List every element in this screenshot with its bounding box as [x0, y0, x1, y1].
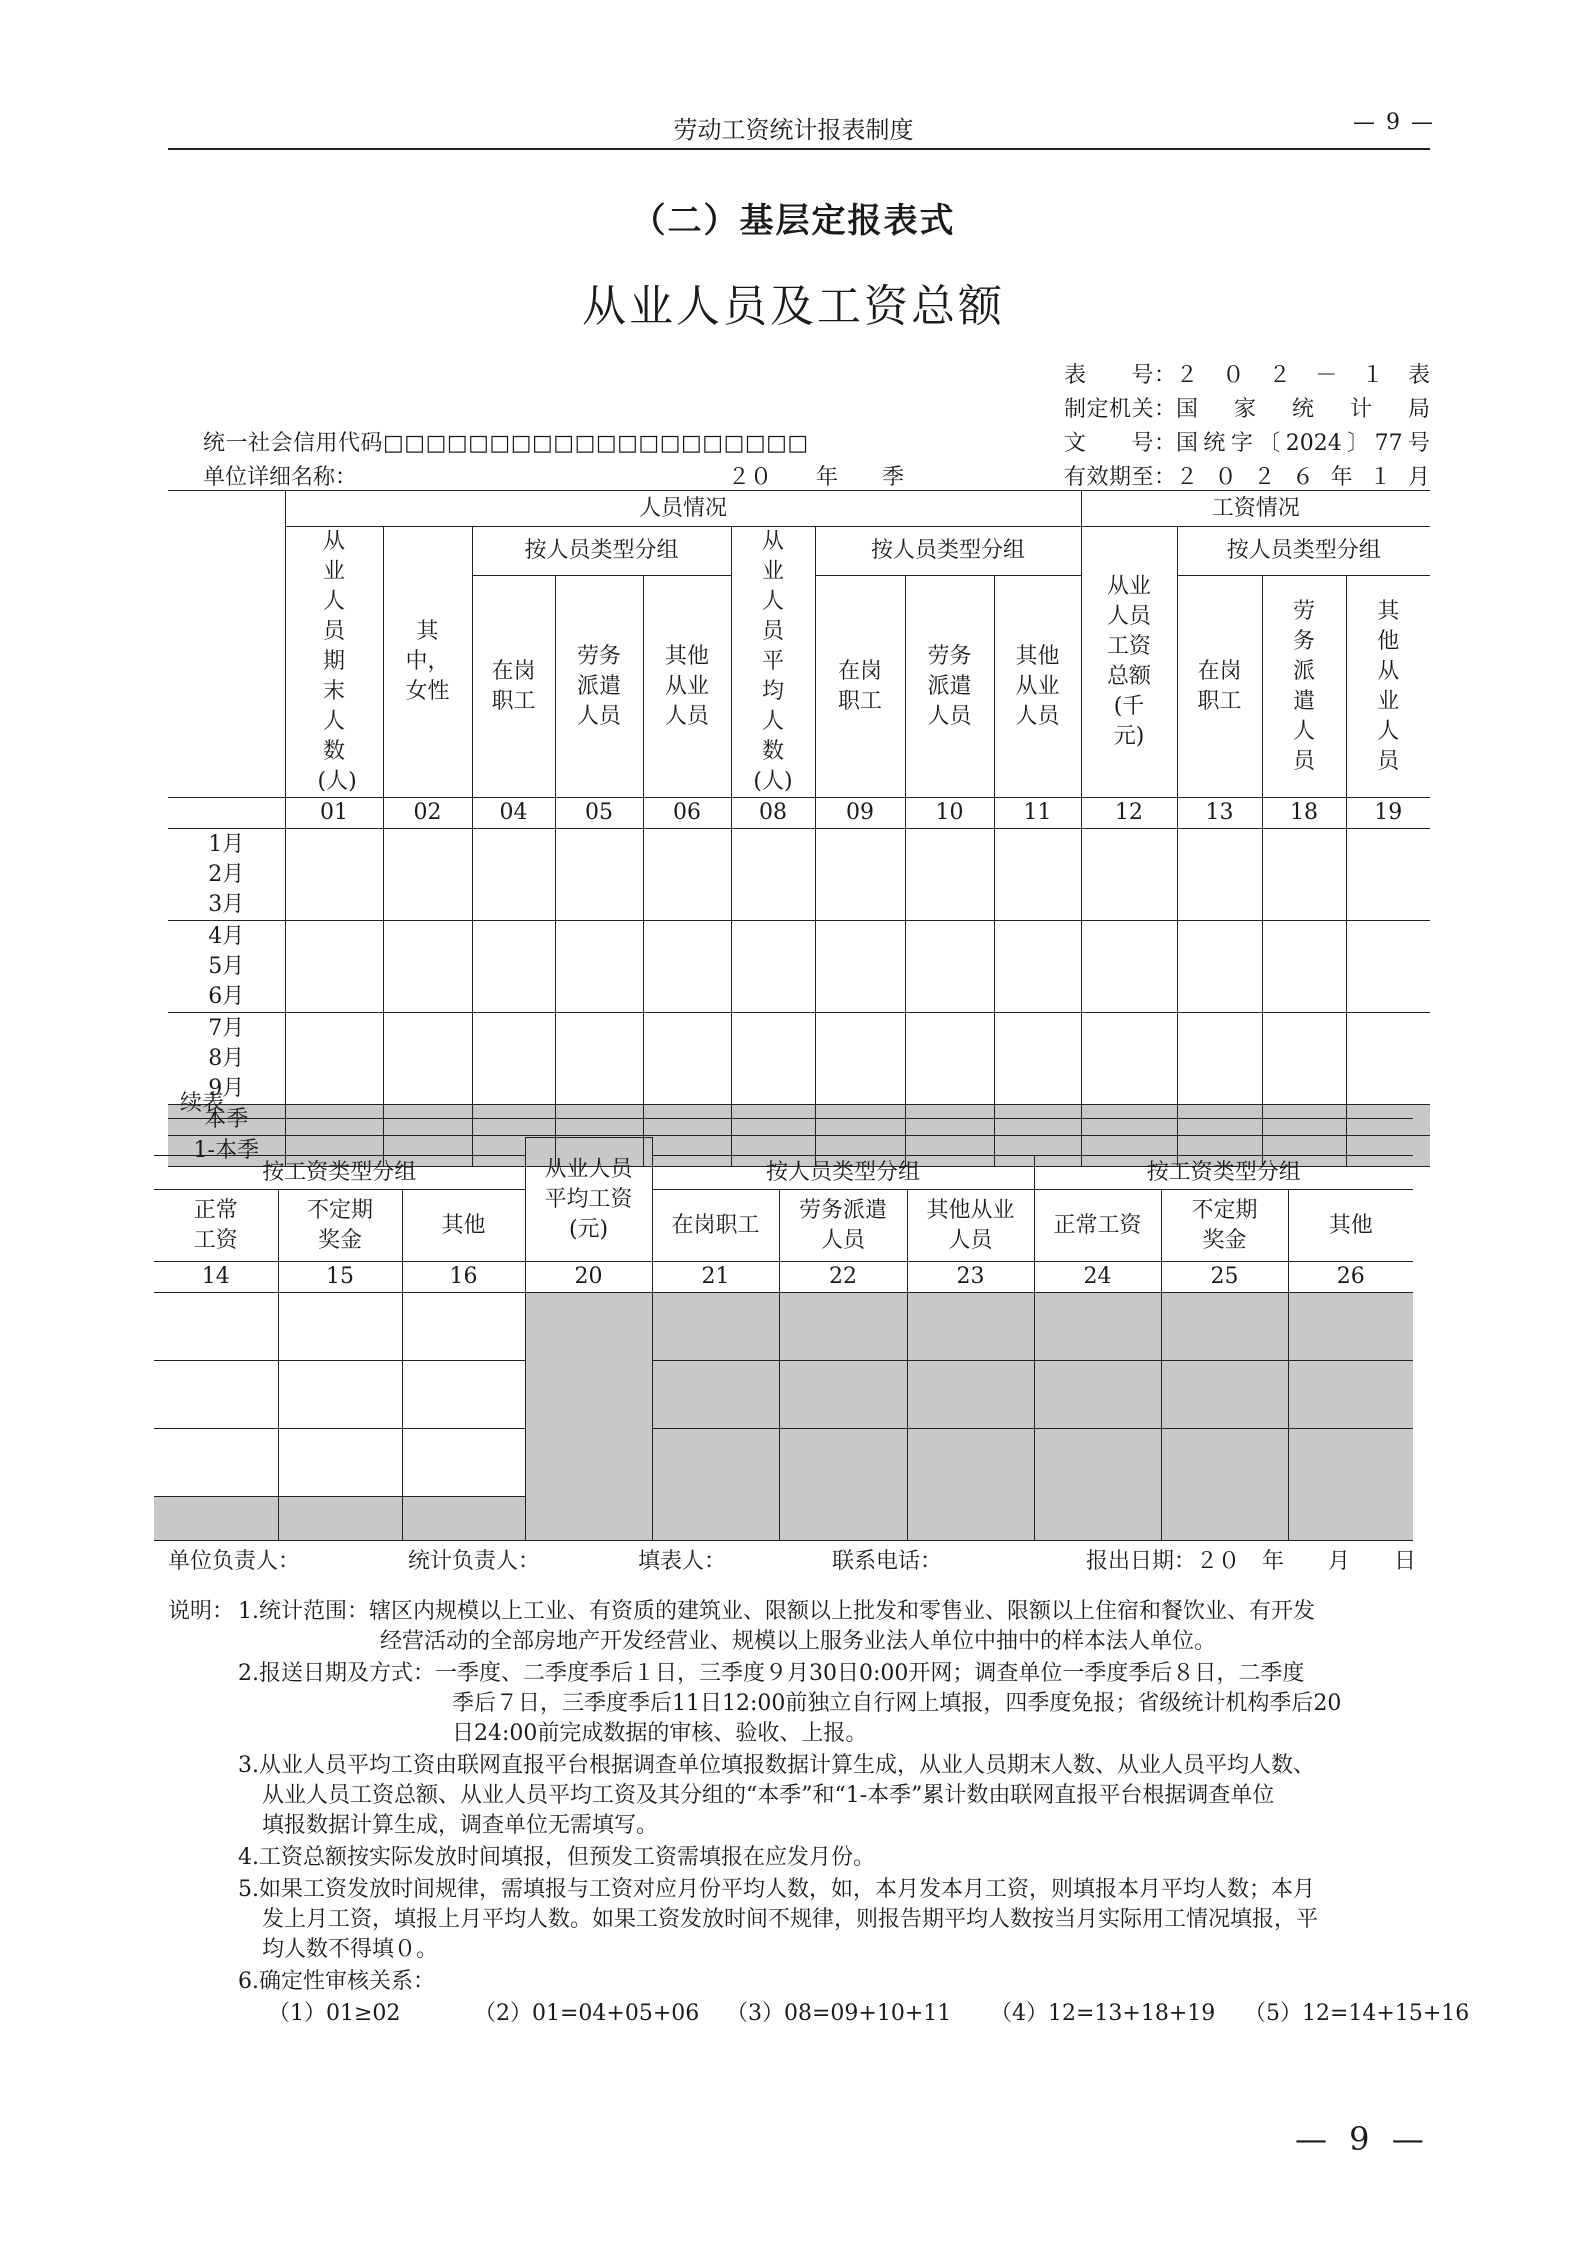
meta-key: 表 号：	[1064, 363, 1176, 388]
col-code: 25	[1161, 1262, 1288, 1293]
col-onpost: 在岗职工	[652, 1190, 779, 1262]
auto-calc-cell	[907, 1429, 1034, 1541]
data-cell[interactable]	[472, 1013, 555, 1105]
col-code: 21	[652, 1262, 779, 1293]
sig-report-date: 报出日期：２０ 年 月 日	[1086, 1549, 1417, 1574]
blank-top	[154, 1138, 525, 1156]
note-3c: 填报数据计算生成，调查单位无需填写。	[262, 1813, 659, 1838]
note-1b: 经营活动的全部房地产开发经营业、规模以上服务业法人单位中抽中的样本法人单位。	[380, 1629, 1217, 1654]
data-cell[interactable]	[383, 829, 472, 921]
footer-page-number: — 9 —	[1295, 2120, 1430, 2158]
data-cell[interactable]	[154, 1293, 278, 1361]
rule-5: （5）12=14+15+16	[1244, 2001, 1470, 2026]
sig-stat-head: 统计负责人：	[408, 1549, 541, 1574]
table-row	[154, 1429, 1413, 1497]
col-code: 01	[285, 798, 383, 829]
data-cell[interactable]	[402, 1361, 525, 1429]
auto-calc-cell	[907, 1293, 1034, 1361]
group-by-type: 按人员类型分组	[815, 527, 1081, 576]
auto-calc-cell	[154, 1497, 278, 1541]
data-cell[interactable]	[1081, 921, 1177, 1013]
group-wage-type: 按工资类型分组	[1034, 1156, 1413, 1190]
data-cell	[1081, 1105, 1177, 1136]
data-cell[interactable]	[731, 829, 815, 921]
data-cell[interactable]	[402, 1293, 525, 1361]
row-header-corner	[168, 491, 285, 798]
data-cell	[383, 1105, 472, 1136]
col-code: 09	[815, 798, 905, 829]
data-cell	[1177, 1105, 1262, 1136]
data-cell[interactable]	[994, 1013, 1081, 1105]
rule-3: （3）08=09+10+11	[726, 2001, 952, 2026]
auto-calc-cell	[525, 1293, 652, 1541]
col-code: 15	[278, 1262, 402, 1293]
data-cell[interactable]	[154, 1361, 278, 1429]
auto-calc-cell	[1161, 1429, 1288, 1541]
row-label-ytd: 1-本季	[168, 1136, 285, 1167]
group-wage: 工资情况	[1081, 491, 1430, 527]
row-label-q3: 7月 8月 9月	[168, 1013, 285, 1105]
group-by-type: 按人员类型分组	[1177, 527, 1430, 576]
data-cell[interactable]	[815, 1013, 905, 1105]
data-cell[interactable]	[1262, 921, 1346, 1013]
col-code: 26	[1288, 1262, 1413, 1293]
data-cell[interactable]	[1346, 1013, 1430, 1105]
unit-name-field[interactable]: 单位详细名称：	[203, 465, 358, 490]
running-header-title: 劳动工资统计报表制度	[673, 116, 914, 144]
table-row	[168, 829, 1430, 921]
auto-calc-cell	[907, 1361, 1034, 1429]
col-dispatch: 劳务派遣人员	[905, 576, 994, 798]
note-5c: 均人数不得填０。	[262, 1937, 439, 1962]
auto-calc-cell	[1288, 1361, 1413, 1429]
col-female: 其中，女性	[383, 527, 472, 798]
col-onpost: 在岗职工	[1177, 576, 1262, 798]
row-label-q2: 4月 5月 6月	[168, 921, 285, 1013]
col-code: 13	[1177, 798, 1262, 829]
meta-document-no	[1064, 426, 1430, 457]
continued-label: 续表	[180, 1091, 225, 1116]
data-cell[interactable]	[643, 829, 731, 921]
data-cell[interactable]	[731, 1013, 815, 1105]
table-row	[168, 921, 1430, 1013]
data-cell	[815, 1105, 905, 1136]
col-other: 其他	[402, 1190, 525, 1262]
col-code: 08	[731, 798, 815, 829]
data-cell[interactable]	[1262, 829, 1346, 921]
sig-unit-head: 单位负责人：	[168, 1549, 301, 1574]
data-cell[interactable]	[1346, 829, 1430, 921]
rule-4: （4）12=13+18+19	[990, 2001, 1216, 2026]
data-cell[interactable]	[383, 921, 472, 1013]
data-cell[interactable]	[285, 829, 383, 921]
col-regular: 正常工资	[154, 1190, 278, 1262]
data-cell	[1346, 1105, 1430, 1136]
data-cell[interactable]	[1177, 1013, 1262, 1105]
col-dispatch: 劳务派遣人员	[555, 576, 643, 798]
col-dispatch: 劳务派遣人员	[779, 1190, 907, 1262]
table-row-season	[168, 1105, 1430, 1136]
auto-calc-cell	[1161, 1293, 1288, 1361]
col-bonus: 不定期奖金	[1161, 1190, 1288, 1262]
wage-continued-table	[154, 1137, 1413, 1541]
running-header-page: — 9 —	[1353, 110, 1435, 135]
col-code: 19	[1346, 798, 1430, 829]
col-code: 24	[1034, 1262, 1161, 1293]
auto-calc-cell	[779, 1361, 907, 1429]
meta-key: 有效期至：	[1064, 465, 1176, 490]
note-2b: 季后７日，三季度季后11日12:00前独立自行网上填报，四季度免报；省级统计机构季后20	[452, 1691, 1342, 1716]
col-code: 11	[994, 798, 1081, 829]
col-other: 其他从业人员	[643, 576, 731, 798]
col-code: 22	[779, 1262, 907, 1293]
data-cell[interactable]	[278, 1361, 402, 1429]
data-cell[interactable]	[994, 921, 1081, 1013]
data-cell[interactable]	[815, 921, 905, 1013]
data-cell[interactable]	[555, 921, 643, 1013]
col-avg-count: 从业人员平均人数(人)	[731, 527, 815, 798]
col-dispatch: 劳务派遣人员	[1262, 576, 1346, 798]
col-code: 10	[905, 798, 994, 829]
col-code: 20	[525, 1262, 652, 1293]
col-code: 12	[1081, 798, 1177, 829]
table-row	[154, 1293, 1413, 1361]
data-cell	[472, 1105, 555, 1136]
note-5a: 5.如果工资发放时间规律，需填报与工资对应月份平均人数，如，本月发本月工资，则填报本月平均人数；本月	[238, 1877, 1315, 1902]
data-cell[interactable]	[1177, 921, 1262, 1013]
col-end-count: 从业人员期末人数(人)	[285, 527, 383, 798]
continued-rule	[168, 1118, 1413, 1119]
auto-calc-cell	[1288, 1293, 1413, 1361]
meta-value: 国家统计局	[1176, 397, 1430, 422]
data-cell	[643, 1105, 731, 1136]
period-field[interactable]: ２０ 年 季	[728, 465, 905, 490]
data-cell[interactable]	[731, 921, 815, 1013]
data-cell[interactable]	[815, 829, 905, 921]
col-code: 02	[383, 798, 472, 829]
data-cell[interactable]	[472, 921, 555, 1013]
meta-value: 国统字〔2024〕77号	[1176, 431, 1430, 456]
section-title: （二）基层定报表式	[631, 201, 956, 241]
meta-key: 文 号：	[1064, 431, 1176, 456]
auto-calc-cell	[652, 1293, 779, 1361]
notes-label: 说明：	[168, 1599, 235, 1624]
row-label-season: 本季	[168, 1105, 285, 1136]
code-corner	[168, 798, 285, 829]
group-personnel: 人员情况	[285, 491, 1081, 527]
auto-calc-cell	[1034, 1361, 1161, 1429]
col-other: 其他从业人员	[1346, 576, 1430, 798]
rule-1: （1）01≥02	[268, 2001, 401, 2026]
data-cell[interactable]	[905, 829, 994, 921]
auto-calc-cell	[779, 1429, 907, 1541]
col-onpost: 在岗职工	[472, 576, 555, 798]
auto-calc-cell	[1034, 1429, 1161, 1541]
data-cell[interactable]	[1262, 1013, 1346, 1105]
data-cell[interactable]	[154, 1429, 278, 1497]
sig-phone: 联系电话：	[832, 1549, 943, 1574]
group-by-type: 按人员类型分组	[652, 1156, 1034, 1190]
col-onpost: 在岗职工	[815, 576, 905, 798]
auto-calc-cell	[402, 1497, 525, 1541]
credit-code-field[interactable]: 统一社会信用代码□□□□□□□□□□□□□□□□□□□□	[203, 431, 809, 456]
col-regular: 正常工资	[1034, 1190, 1161, 1262]
note-6: 6.确定性审核关系：	[238, 1969, 435, 1994]
auto-calc-cell	[1034, 1293, 1161, 1361]
col-other: 其他从业人员	[994, 576, 1081, 798]
data-cell[interactable]	[905, 1013, 994, 1105]
note-1a: 1.统计范围：辖区内规模以上工业、有资质的建筑业、限额以上批发和零售业、限额以上住宿和餐饮业、有开发	[238, 1599, 1315, 1624]
data-cell	[994, 1105, 1081, 1136]
data-cell[interactable]	[472, 829, 555, 921]
auto-calc-cell	[652, 1361, 779, 1429]
meta-form-number	[1064, 358, 1430, 389]
data-cell[interactable]	[285, 921, 383, 1013]
header-rule	[168, 148, 1430, 150]
data-cell[interactable]	[1346, 921, 1430, 1013]
data-cell	[285, 1105, 383, 1136]
data-cell	[731, 1105, 815, 1136]
data-cell[interactable]	[402, 1429, 525, 1497]
data-cell[interactable]	[383, 1013, 472, 1105]
col-other: 其他	[1288, 1190, 1413, 1262]
data-cell[interactable]	[555, 829, 643, 921]
auto-calc-cell	[278, 1497, 402, 1541]
data-cell[interactable]	[643, 921, 731, 1013]
data-cell[interactable]	[555, 1013, 643, 1105]
data-cell[interactable]	[643, 1013, 731, 1105]
col-code: 05	[555, 798, 643, 829]
auto-calc-cell	[1161, 1361, 1288, 1429]
form-title: 从业人员及工资总额	[582, 281, 1005, 332]
data-cell[interactable]	[1081, 1013, 1177, 1105]
col-bonus: 不定期奖金	[278, 1190, 402, 1262]
col-code: 14	[154, 1262, 278, 1293]
data-cell[interactable]	[285, 1013, 383, 1105]
col-code: 06	[643, 798, 731, 829]
col-code: 18	[1262, 798, 1346, 829]
col-wage-total: 从业人员工资总额(千元)	[1081, 527, 1177, 798]
note-3a: 3.从业人员平均工资由联网直报平台根据调查单位填报数据计算生成，从业人员期末人数、从业人员平均人数、	[238, 1753, 1315, 1778]
auto-calc-cell	[1288, 1429, 1413, 1541]
meta-authority	[1064, 392, 1430, 423]
col-code: 16	[402, 1262, 525, 1293]
data-cell	[1262, 1105, 1346, 1136]
col-code: 04	[472, 798, 555, 829]
note-4: 4.工资总额按实际发放时间填报，但预发工资需填报在应发月份。	[238, 1845, 875, 1870]
meta-value: ２０２－１表	[1176, 363, 1430, 388]
meta-valid-until	[1064, 460, 1430, 491]
meta-key: 制定机关：	[1064, 397, 1176, 422]
data-cell[interactable]	[1081, 829, 1177, 921]
sig-filler: 填表人：	[638, 1549, 727, 1574]
group-by-type: 按人员类型分组	[472, 527, 731, 576]
data-cell[interactable]	[1177, 829, 1262, 921]
row-label-q1: 1月 2月 3月	[168, 829, 285, 921]
note-3b: 从业人员工资总额、从业人员平均工资及其分组的“本季”和“1-本季”累计数由联网直报平台根据调查单位	[262, 1783, 1275, 1808]
note-2c: 日24:00前完成数据的审核、验收、上报。	[452, 1721, 868, 1746]
auto-calc-cell	[652, 1429, 779, 1541]
rule-2: （2）01=04+05+06	[474, 2001, 700, 2026]
col-code: 23	[907, 1262, 1034, 1293]
data-cell	[905, 1105, 994, 1136]
data-cell	[555, 1105, 643, 1136]
col-other-staff: 其他从业人员	[907, 1190, 1034, 1262]
col-avg-wage: 从业人员平均工资(元)	[525, 1138, 652, 1262]
table-row	[154, 1361, 1413, 1429]
note-5b: 发上月工资，填报上月平均人数。如果工资发放时间不规律，则报告期平均人数按当月实际用工情况填报，平	[262, 1907, 1319, 1932]
blank-top	[652, 1138, 1413, 1156]
table-row	[168, 1013, 1430, 1105]
data-cell[interactable]	[278, 1429, 402, 1497]
note-2a: 2.报送日期及方式：一季度、二季度季后１日，三季度９月30日0:00开网；调查单位一季度季后８日，二季度	[238, 1661, 1305, 1686]
data-cell[interactable]	[994, 829, 1081, 921]
data-cell[interactable]	[905, 921, 994, 1013]
employment-wage-table	[168, 490, 1430, 1167]
group-wage-type: 按工资类型分组	[154, 1156, 525, 1190]
auto-calc-cell	[779, 1293, 907, 1361]
meta-value: ２０２６年１月	[1176, 465, 1430, 490]
data-cell[interactable]	[278, 1293, 402, 1361]
